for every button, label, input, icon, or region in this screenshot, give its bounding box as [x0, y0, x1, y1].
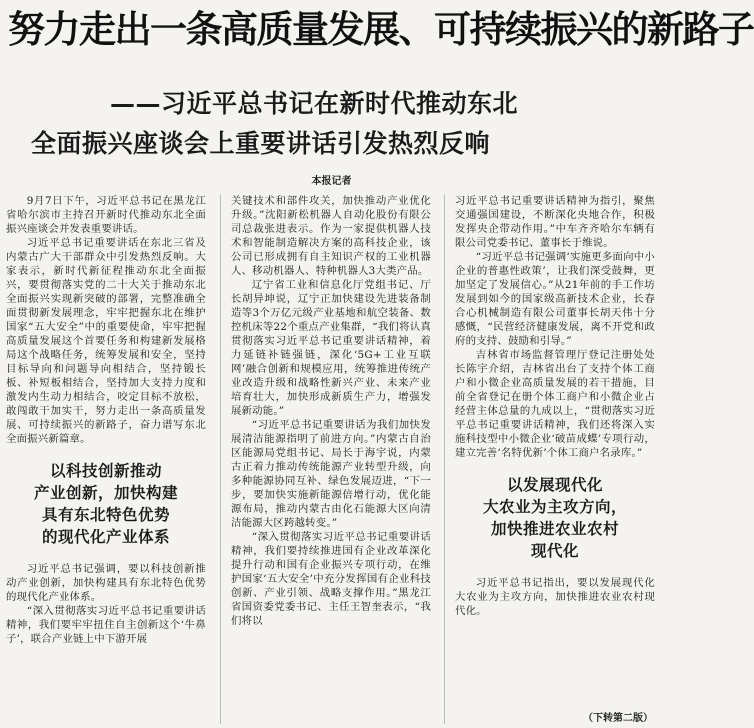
subtitle-line-1: ——习近平总书记在新时代推动东北 — [110, 89, 519, 118]
column-1 — [6, 194, 206, 646]
continued-note: （下转第二版） — [583, 713, 653, 724]
subhead-line: 产业创新，加快构建 — [33, 484, 178, 502]
paragraph: 9月7日下午，习近平总书记在黑龙江省哈尔滨市主持召开新时代推动东北全面振兴座谈会并发表重要讲话。 — [6, 195, 206, 235]
headline: 努力走出一条高质量发展、可持续振兴的新路子 — [8, 8, 754, 51]
subhead-line: 现代化 — [530, 542, 579, 560]
subhead-line: 以科技创新推动 — [49, 462, 162, 480]
paragraph: 习近平总书记重要讲话在东北三省及内蒙古广大干部群众中引发热烈反响。大家表示，新时代新征程推动东北全面振兴，要贯彻落实党的二十大关于推动东北全面振兴实现新突破的部署，完整准确全面贯彻新发展理念，牢牢把握东北在维护国家“五大安全”中的重要使命，牢牢把握高质量发展这个首要任务和构建新发展格局这个战略任务，统筹发展和安全，坚持目标导向和问题导向相结合，坚持锻长板、补短板相结合，坚持加大支持力度和激发内生动力相结合，咬定目标不放松，敢闯敢干加实干，努力走出一条高质量发展、可持续振兴的新路子，奋力谱写东北全面振兴新篇章。 — [6, 237, 206, 445]
paragraph: 吉林省市场监督管理厅登记注册处处长陈宇介绍，吉林省出台了支持个体工商户和小微企业高质量发展的若干措施，目前全省登记在册个体工商户和小微企业占经营主体总量的九成以上，“贯彻落实习近平总书记重要讲话精神，我们还将深入实施科技型中小微企业‘破苗成蝶’专项行动，建立完善‘名特优新’个体工商户名录库。” — [455, 349, 655, 459]
column-divider — [220, 194, 221, 724]
section-subhead — [455, 474, 655, 562]
subhead-line: 以发展现代化 — [506, 476, 603, 494]
paragraph: 习近平总书记重要讲话精神为指引，聚焦交通强国建设，不断深化央地合作，积极发挥央企带动作用。”中车齐齐哈尔车辆有限公司党委书记、董事长于维说。 — [455, 195, 655, 249]
paragraph: “习近平总书记强调‘实施更多面向中小企业的普惠性政策’，让我们深受鼓舞，更加坚定了发展信心。”从21年前的手工作坊发展到如今的国家级高新技术企业，长春合心机械制造有限公司董事长胡天伟十分感慨，“民营经济健康发展，离不开党和政府的支持、鼓励和引导。” — [455, 251, 655, 347]
byline: 本报记者 — [311, 176, 352, 187]
column-divider — [444, 194, 445, 724]
paragraph: “深入贯彻落实习近平总书记重要讲话精神，我们要持续推进国有企业改革深化提升行动和国有企业振兴专项行动，在维护国家‘五大安全’中充分发挥国有企业科技创新、产业引领、战略支撑作用。”黑龙江省国资委党委书记、主任王智奎表示，“我们将以 — [231, 531, 431, 627]
column-2 — [231, 194, 431, 628]
paragraph: 关键技术和部件攻关，加快推动产业优化升级。”沈阳新松机器人自动化股份有限公司总裁张进表示。作为一家提供机器人技术和智能制造解决方案的高科技企业，该公司已形成拥有自主知识产权的工业机器人、移动机器人、特种机器人3大类产品。 — [231, 195, 431, 277]
subhead-line: 加快推进农业农村 — [490, 520, 619, 538]
subhead-line: 的现代化产业体系 — [41, 528, 170, 546]
subtitle-line-2: 全面振兴座谈会上重要讲话引发热烈反响 — [31, 129, 491, 158]
paragraph: 习近平总书记指出，要以发展现代化大农业为主攻方向，加快推进农业农村现代化。 — [455, 577, 655, 617]
paragraph: “深入贯彻落实习近平总书记重要讲话精神，我们要牢牢扭住自主创新这个‘牛鼻子’，联合产业链上中下游开展 — [6, 605, 206, 645]
paragraph: 辽宁省工业和信息化厅党组书记、厅长胡异坤说，辽宁正加快建设先进装备制造等3个万亿元级产业基地和航空装备、数控机床等22个重点产业集群，“我们将认真贯彻落实习近平总书记重要讲话精神，着力延链补链强链，深化‘5G+工业互联网’融合创新和规模应用，统筹推进传统产业改造升级和战略性新兴产业、未来产业培育壮大，加快形成新质生产力，增强发展新动能。” — [231, 279, 431, 417]
paragraph: “习近平总书记重要讲话为我们加快发展清洁能源指明了前进方向。”内蒙古自治区能源局党组书记、局长于海宇说，内蒙古正着力推动传统能源产业转型升级，向多种能源协同互补、绿色发展迈进，“下一步，要加快实施新能源倍增行动，优化能源布局，推动内蒙古由化石能源大区向清洁能源大区跨越转变。” — [231, 419, 431, 529]
section-subhead — [6, 460, 206, 548]
column-3 — [455, 194, 655, 618]
paragraph: 习近平总书记强调，要以科技创新推动产业创新，加快构建具有东北特色优势的现代化产业体系。 — [6, 563, 206, 603]
subhead-line: 大农业为主攻方向， — [482, 498, 627, 516]
subhead-line: 具有东北特色优势 — [41, 506, 170, 524]
